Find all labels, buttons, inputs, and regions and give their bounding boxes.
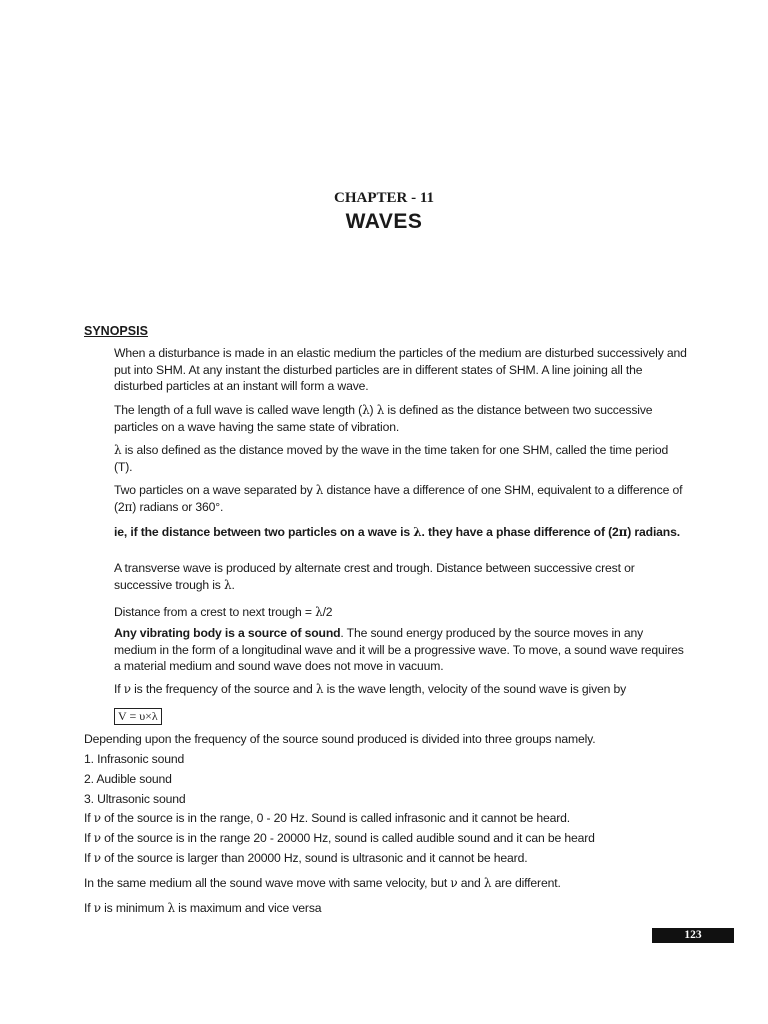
paragraph-phase-rule: ie, if the distance between two particles on a wave is λ. they have a phase difference of (2π) radians.	[114, 525, 680, 539]
inverse-relation-statement: If ν is minimum λ is maximum and vice versa	[84, 901, 322, 915]
paragraph-transverse-wave: A transverse wave is produced by alternate crest and trough. Distance between successive crest or successive trough is λ.	[114, 561, 635, 592]
paragraph-sound-source: Any vibrating body is a source of sound. The sound energy produced by the source moves in any medium in the form of a longitudinal wave and it will be a progressive wave. To move, a sound wave requires a material medium and sound wave does not move in vacuum.	[114, 626, 684, 673]
list-item: 1. Infrasonic sound	[84, 752, 185, 766]
rule-audible: If ν of the source is in the range 20 - 20000 Hz, sound is called audible sound and it can be heard	[84, 831, 595, 845]
paragraph-crest-to-trough: Distance from a crest to next trough = λ/2	[114, 605, 333, 619]
chapter-title: WAVES	[345, 210, 423, 233]
synopsis-heading: SYNOPSIS	[84, 324, 148, 338]
velocity-formula-box: V = υ×λ	[114, 708, 162, 725]
chapter-label: CHAPTER - 11	[333, 190, 434, 206]
paragraph-wavelength-distance: λ is also defined as the distance moved by the wave in the time taken for one SHM, called the time period (T).	[114, 443, 669, 474]
same-medium-statement: In the same medium all the sound wave move with same velocity, but ν and λ are different.	[84, 876, 561, 890]
paragraph-velocity: If ν is the frequency of the source and λ is the wave length, velocity of the sound wave is given by	[114, 682, 627, 696]
paragraph-wavelength-definition: The length of a full wave is called wave length (λ) λ is defined as the distance between two successive particles on a wave having the same state of vibration.	[114, 403, 653, 434]
list-item: 2. Audible sound	[84, 772, 172, 786]
rule-ultrasonic: If ν of the source is larger than 20000 Hz, sound is ultrasonic and it cannot be heard.	[84, 851, 528, 865]
paragraph-phase-difference: Two particles on a wave separated by λ distance have a difference of one SHM, equivalent to a difference of (2π) radians or 360°.	[114, 483, 683, 514]
rule-infrasonic: If ν of the source is in the range, 0 - 20 Hz. Sound is called infrasonic and it cannot be heard.	[84, 811, 570, 825]
page-number: 123	[652, 928, 734, 943]
paragraph-disturbance: When a disturbance is made in an elastic medium the particles of the medium are disturbed successively and put into SHM. At any instant the disturbed particles are in different states of SHM. A line joining all the disturbed particles at an instant will form a wave.	[114, 346, 687, 393]
groups-intro: Depending upon the frequency of the source sound produced is divided into three groups namely.	[84, 732, 596, 746]
list-item: 3. Ultrasonic sound	[84, 792, 186, 806]
